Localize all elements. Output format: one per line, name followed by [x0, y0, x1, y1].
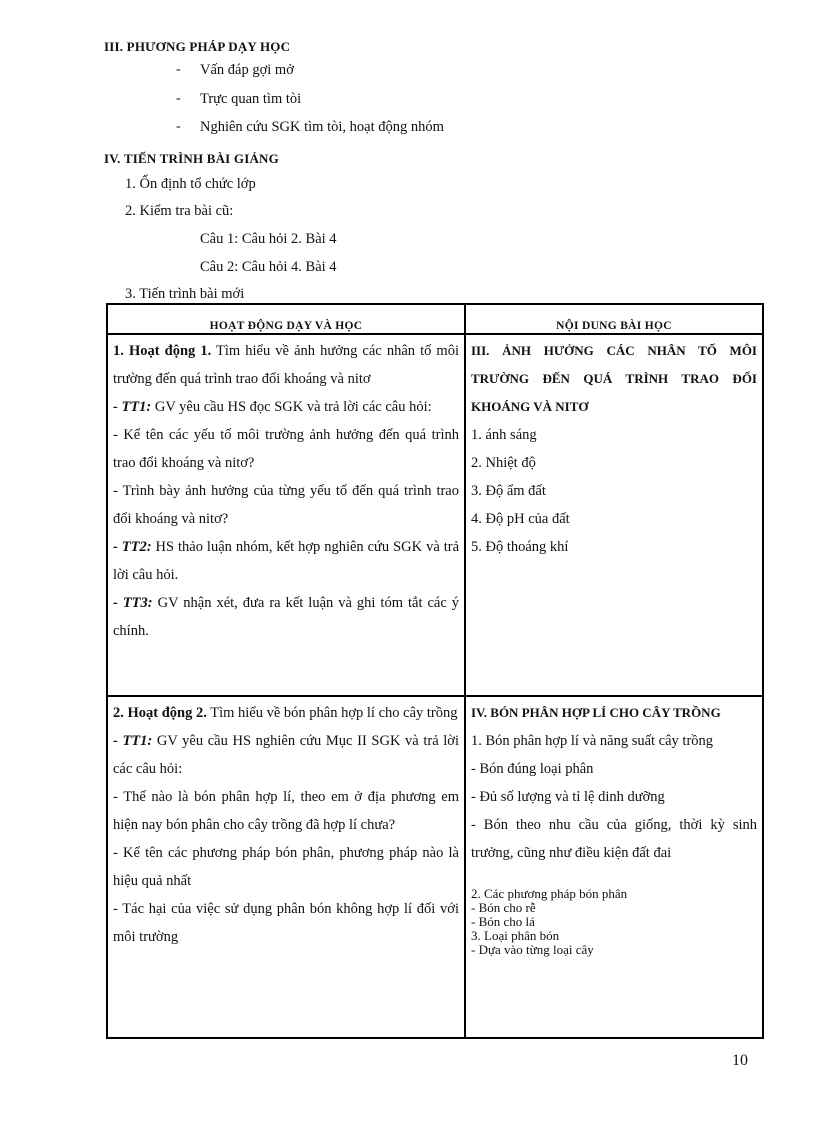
- activity-1-tt2: - TT2: HS thảo luận nhóm, kết hợp nghiên cứu SGK và trả lời câu hỏi.: [113, 539, 460, 583]
- old-question-2: Câu 2: Câu hỏi 4. Bài 4: [200, 259, 337, 275]
- fertilizer-method-root: - Bón cho rễ: [471, 900, 536, 915]
- step-3: 3. Tiến trình bài mới: [125, 286, 245, 302]
- activity-1-question-2: - Trình bày ảnh hưởng của từng yếu tố đến quá trình trao đổi khoáng và nitơ?: [113, 483, 459, 527]
- step-2: 2. Kiểm tra bài cũ:: [125, 203, 234, 219]
- content-section-3-title: III. ẢNH HƯỞNG CÁC NHÂN TỐ MÔI TRƯỜNG ĐẾN QUÁ TRÌNH TRAO ĐỔI KHOÁNG VÀ NITƠ: [471, 343, 757, 414]
- table-header-row: [107, 304, 763, 334]
- row1-left-cell: [107, 334, 465, 696]
- row2-right-cell: [465, 696, 763, 1038]
- fertilizer-point-1: 1. Bón phân hợp lí và năng suất cây trồng: [471, 733, 714, 749]
- fertilizer-point-3: - Đủ số lượng và tỉ lệ dinh dưỡng: [471, 789, 665, 805]
- factor-5: 5. Độ thoáng khí: [471, 539, 569, 555]
- factor-1: 1. ánh sáng: [471, 427, 537, 443]
- method-item-2: Trực quan tìm tòi: [200, 91, 302, 107]
- row1-right-cell: [465, 334, 763, 696]
- header-right-cell: [465, 304, 763, 334]
- factor-3: 3. Độ ẩm đất: [471, 483, 546, 499]
- fertilizer-type-title: 3. Loại phân bón: [471, 928, 560, 943]
- method-item-1: Vấn đáp gợi mở: [200, 62, 294, 78]
- section4-title: IV. TIẾN TRÌNH BÀI GIẢNG: [104, 151, 279, 166]
- bullet-dash: -: [176, 62, 181, 77]
- content-section-4-title: IV. BÓN PHÂN HỢP LÍ CHO CÂY TRỒNG: [471, 705, 721, 720]
- old-question-1: Câu 1: Câu hỏi 2. Bài 4: [200, 231, 337, 247]
- section3-title: III. PHƯƠNG PHÁP DẠY HỌC: [104, 39, 291, 54]
- table-row: [107, 696, 763, 1038]
- header-left: HOẠT ĐỘNG DẠY VÀ HỌC: [209, 320, 363, 332]
- activity-2-tt1: - TT1: GV yêu cầu HS nghiên cứu Mục II SGK và trả lời các câu hỏi:: [113, 733, 459, 777]
- activity-1-tt1: - TT1: GV yêu cầu HS đọc SGK và trả lời các câu hỏi:: [113, 399, 432, 415]
- activity-2-question-1: - Thế nào là bón phân hợp lí, theo em ở địa phương em hiện nay bón phân cho cây trồng đã hợp lí chưa?: [113, 789, 459, 833]
- fertilizer-point-2: - Bón đúng loại phân: [471, 761, 594, 777]
- activity-1: 1. Hoạt động 1. Tìm hiểu về ảnh hưởng các nhân tố môi trường đến quá trình trao đổi khoáng và nitơ: [113, 343, 459, 387]
- lesson-table: [106, 303, 764, 1039]
- method-item-3: Nghiên cứu SGK tìm tòi, hoạt động nhóm: [200, 119, 444, 135]
- header-left-cell: [107, 304, 465, 334]
- bullet-dash: -: [176, 119, 181, 134]
- factor-4: 4. Độ pH của đất: [471, 511, 570, 527]
- activity-2: 2. Hoạt động 2. Tìm hiểu về bón phân hợp lí cho cây trồng: [113, 705, 458, 721]
- fertilizer-method-leaf: - Bón cho lá: [471, 914, 535, 929]
- page-number: 10: [732, 1052, 748, 1069]
- bullet-dash: -: [176, 91, 181, 106]
- fertilizer-type-item: - Dựa vào từng loại cây: [471, 942, 594, 957]
- step-1: 1. Ổn định tổ chức lớp: [125, 176, 256, 192]
- factor-2: 2. Nhiệt độ: [471, 455, 536, 471]
- activity-2-question-2: - Kể tên các phương pháp bón phân, phương pháp nào là hiệu quả nhất: [113, 845, 459, 889]
- table-row: [107, 334, 763, 696]
- activity-2-question-3: - Tác hại của việc sử dụng phân bón không hợp lí đối với môi trường: [113, 901, 459, 945]
- header-right: NỘI DUNG BÀI HỌC: [556, 320, 672, 332]
- activity-1-question-1: - Kể tên các yếu tố môi trường ảnh hưởng đến quá trình trao đổi khoáng và nitơ?: [113, 427, 459, 471]
- fertilizer-method-title: 2. Các phương pháp bón phân: [471, 886, 628, 901]
- activity-1-tt3: - TT3: GV nhận xét, đưa ra kết luận và ghi tóm tắt các ý chính.: [113, 595, 460, 639]
- fertilizer-point-4: - Bón theo nhu cầu của giống, thời kỳ sinh trưởng, cũng như điều kiện đất đai: [471, 817, 757, 861]
- row2-left-cell: [107, 696, 465, 1038]
